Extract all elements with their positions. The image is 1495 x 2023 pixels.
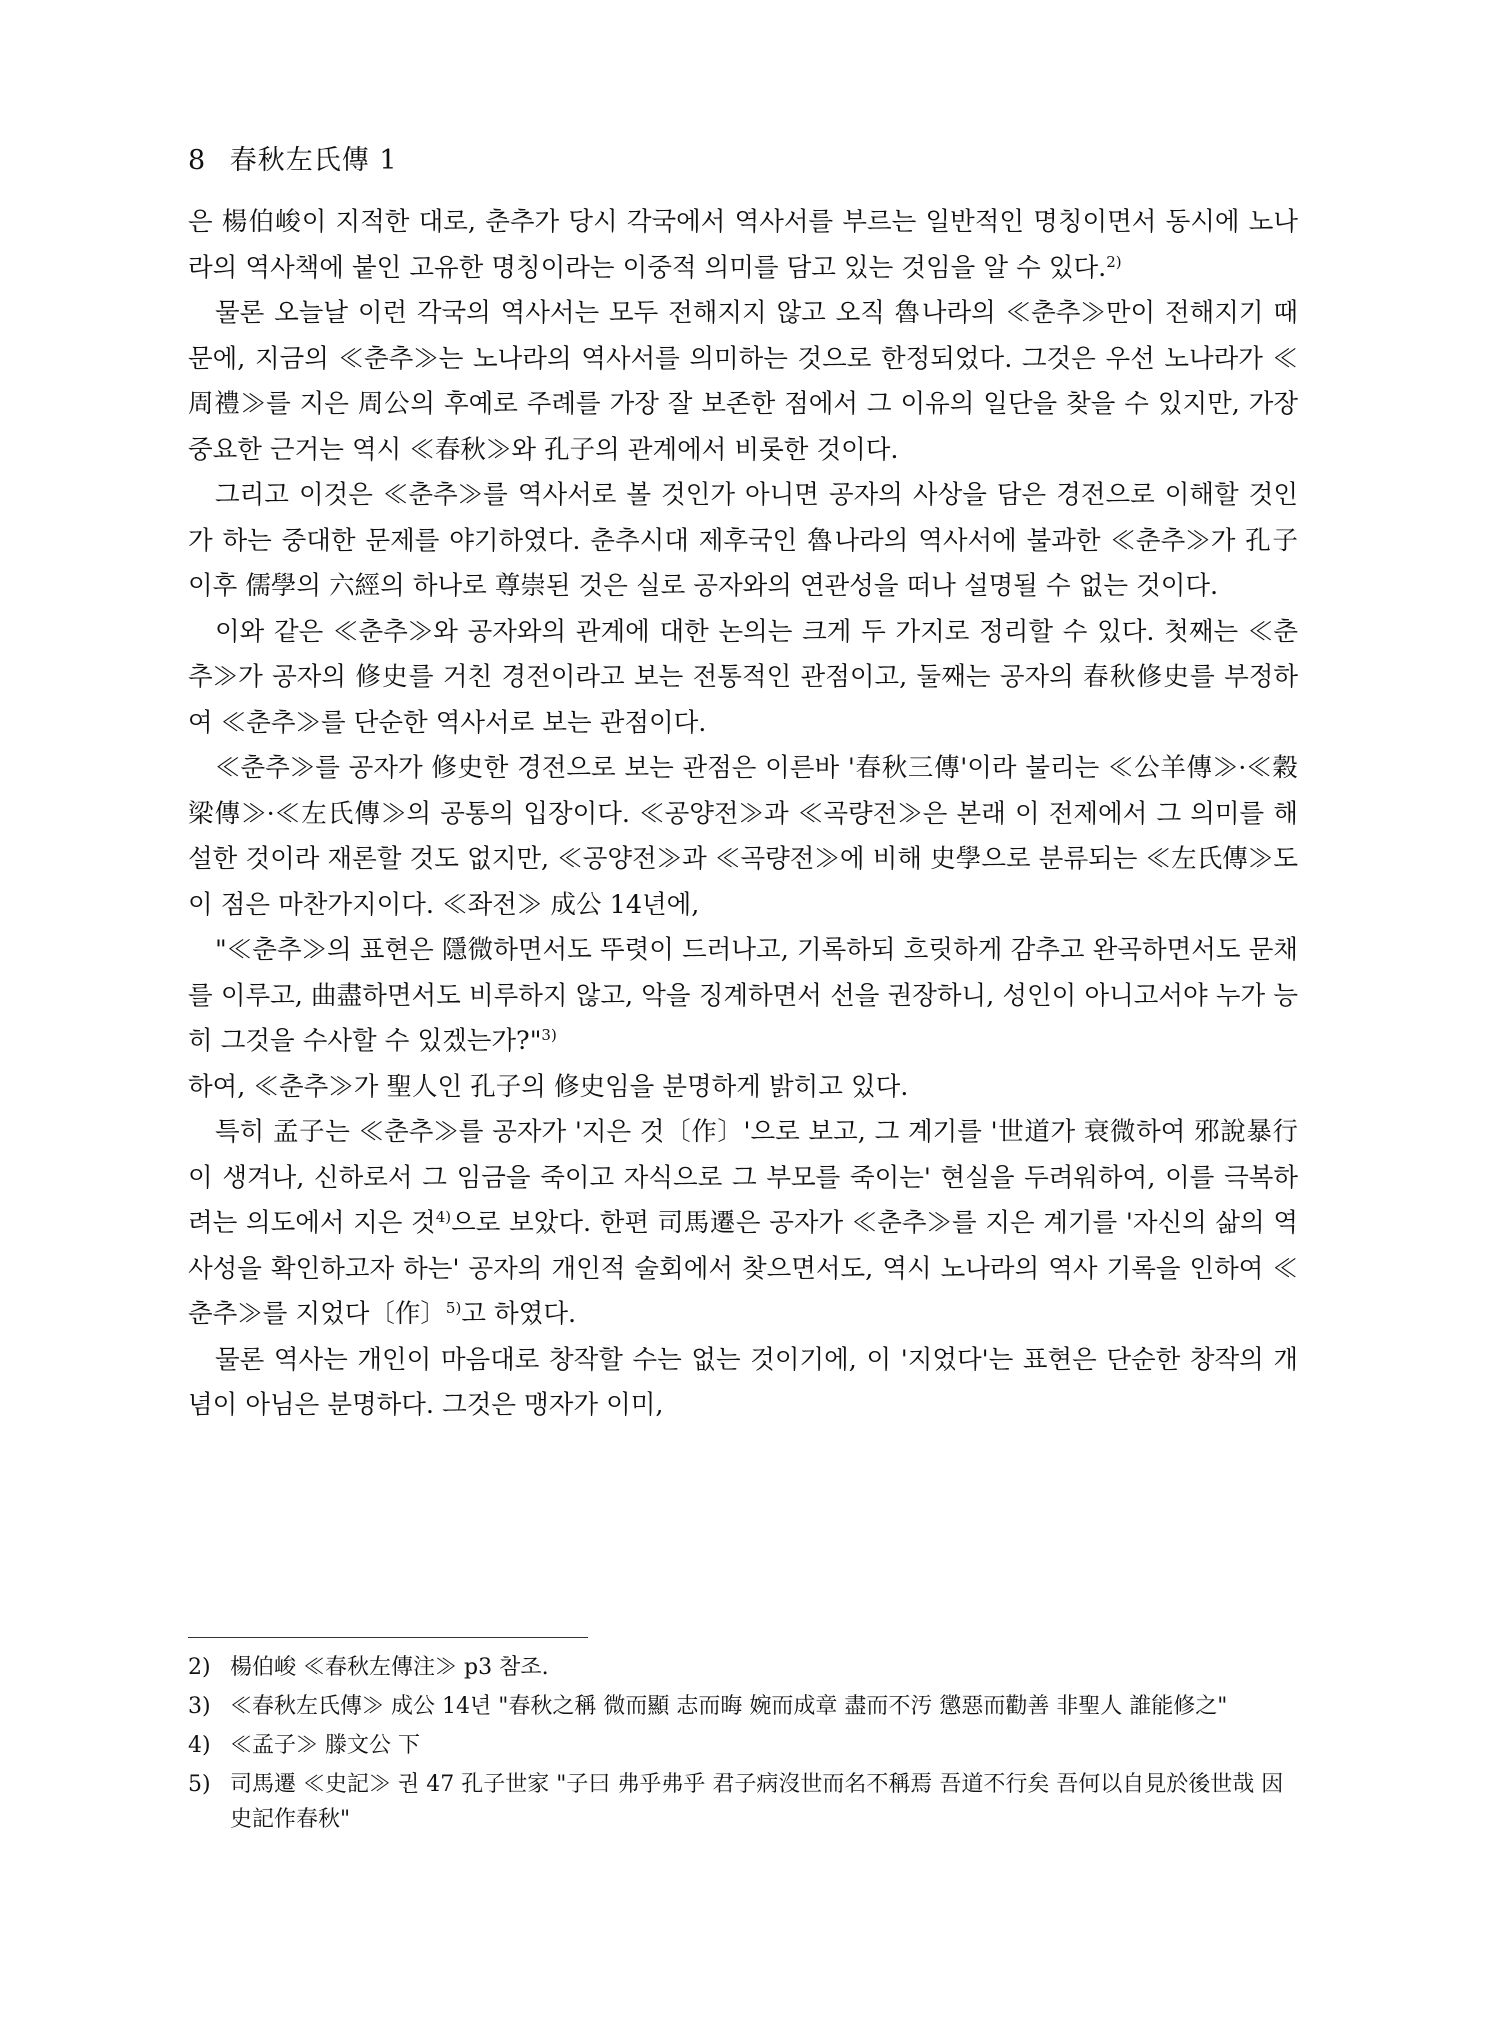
paragraph: ≪춘추≫를 공자가 修史한 경전으로 보는 관점은 이른바 '春秋三傳'이라 불리는 ≪公羊傳≫·≪穀梁傳≫·≪左氏傳≫의 공통의 입장이다. ≪공양전≫과 ≪곡량전≫은 본래 이 전제에서 그 의미를 해설한 것이라 재론할 것도 없지만, ≪공양전≫과 ≪곡량전≫에 비해 史學으로 분류되는 ≪左氏傳≫도 이 점은 마찬가지이다. ≪좌전≫ 成公 14년에, (188, 753, 1298, 920)
book-title: 春秋左氏傳 1 (229, 145, 398, 176)
page-number: 8 (188, 145, 207, 176)
paragraph: 물론 역사는 개인이 마음대로 창작할 수는 없는 것이기에, 이 '지었다'는 표현은 단순한 창작의 개념이 아님은 분명하다. 그것은 맹자가 이미, (188, 1344, 1298, 1420)
paragraph: 은 楊伯峻이 지적한 대로, 춘추가 당시 각국에서 역사서를 부르는 일반적인 명칭이면서 동시에 노나라의 역사책에 붙인 고유한 명칭이라는 이중적 의미를 담고 있는 것임을 알 수 있다.$^{2)}$ (188, 207, 1298, 283)
footnote-number: 4) (188, 1733, 211, 1758)
running-header (188, 138, 398, 177)
footnote (188, 1728, 1298, 1763)
footnote-ref: 3) (541, 1026, 557, 1044)
footnote-text: ≪春秋左氏傳≫ 成公 14년 "春秋之稱 微而顯 志而晦 婉而成章 盡而不汚 懲惡而勸善 非聖人 誰能修之" (230, 1694, 1228, 1719)
paragraph: 하여, ≪춘추≫가 聖人인 孔子의 修史임을 분명하게 밝히고 있다. (188, 1071, 909, 1102)
paragraph: 이와 같은 ≪춘추≫와 공자와의 관계에 대한 논의는 크게 두 가지로 정리할 수 있다. 첫째는 ≪춘추≫가 공자의 修史를 거친 경전이라고 보는 전통적인 관점이고, 둘째는 공자의 春秋修史를 부정하여 ≪춘추≫를 단순한 역사서로 보는 관점이다. (188, 616, 1298, 738)
footnote-number: 3) (188, 1694, 211, 1719)
footnote-number: 2) (188, 1655, 211, 1680)
body-text (188, 200, 1298, 1429)
footnotes (188, 1650, 1298, 1841)
footnote (188, 1689, 1298, 1724)
paragraph: 특히 孟子는 ≪춘추≫를 공자가 '지은 것〔作〕'으로 보고, 그 계기를 '世道가 衰微하여 邪說暴行이 생겨나, 신하로서 그 임금을 죽이고 자식으로 그 부모를 죽이는' 현실을 두려워하여, 이를 극복하려는 의도에서 지은 것$^{4)}$으로 보았다. 한편 司馬遷은 공자가 ≪춘추≫를 지은 계기를 '자신의 삶의 역사성을 확인하고자 하는' 공자의 개인적 술회에서 찾으면서도, 역시 노나라의 역사 기록을 인하여 ≪춘추≫를 지었다〔作〕$^{5)}$고 하였다. (188, 1117, 1299, 1329)
footnote (188, 1767, 1298, 1837)
quotation: "≪춘추≫의 표현은 隱微하면서도 뚜렷이 드러나고, 기록하되 흐릿하게 감추고 완곡하면서도 문채를 이루고, 曲盡하면서도 비루하지 않고, 악을 징계하면서 선을 권장하니, 성인이 아니고서야 누가 능히 그것을 수사할 수 있겠는가?"$^{3)}$ (188, 935, 1298, 1056)
footnote (188, 1650, 1298, 1685)
footnote-divider (188, 1637, 588, 1638)
footnote-text: 司馬遷 ≪史記≫ 권 47 孔子世家 "子曰 弗乎弗乎 君子病沒世而名不稱焉 吾道不行矣 吾何以自見於後世哉 因史記作春秋" (230, 1772, 1284, 1832)
footnote-ref: 2) (1106, 252, 1122, 271)
footnote-number: 5) (188, 1772, 211, 1797)
paragraph: 그리고 이것은 ≪춘추≫를 역사서로 볼 것인가 아니면 공자의 사상을 담은 경전으로 이해할 것인가 하는 중대한 문제를 야기하였다. 춘추시대 제후국인 魯나라의 역사서에 불과한 ≪춘추≫가 孔子 이후 儒學의 六經의 하나로 尊崇된 것은 실로 공자와의 연관성을 떠나 설명될 수 없는 것이다. (188, 480, 1298, 601)
footnote-ref: 5) (445, 1299, 462, 1317)
paragraph: 물론 오늘날 이런 각국의 역사서는 모두 전해지지 않고 오직 魯나라의 ≪춘추≫만이 전해지기 때문에, 지금의 ≪춘추≫는 노나라의 역사서를 의미하는 것으로 한정되었다. 그것은 우선 노나라가 ≪周禮≫를 지은 周公의 후예로 주례를 가장 잘 보존한 점에서 그 이유의 일단을 찾을 수 있지만, 가장 중요한 근거는 역시 ≪春秋≫와 孔子의 관계에서 비롯한 것이다. (188, 298, 1298, 465)
footnote-ref: 4) (435, 1208, 452, 1226)
footnote-text: 楊伯峻 ≪春秋左傳注≫ p3 참조. (230, 1655, 549, 1680)
footnote-text: ≪孟子≫ 滕文公 下 (230, 1733, 420, 1758)
